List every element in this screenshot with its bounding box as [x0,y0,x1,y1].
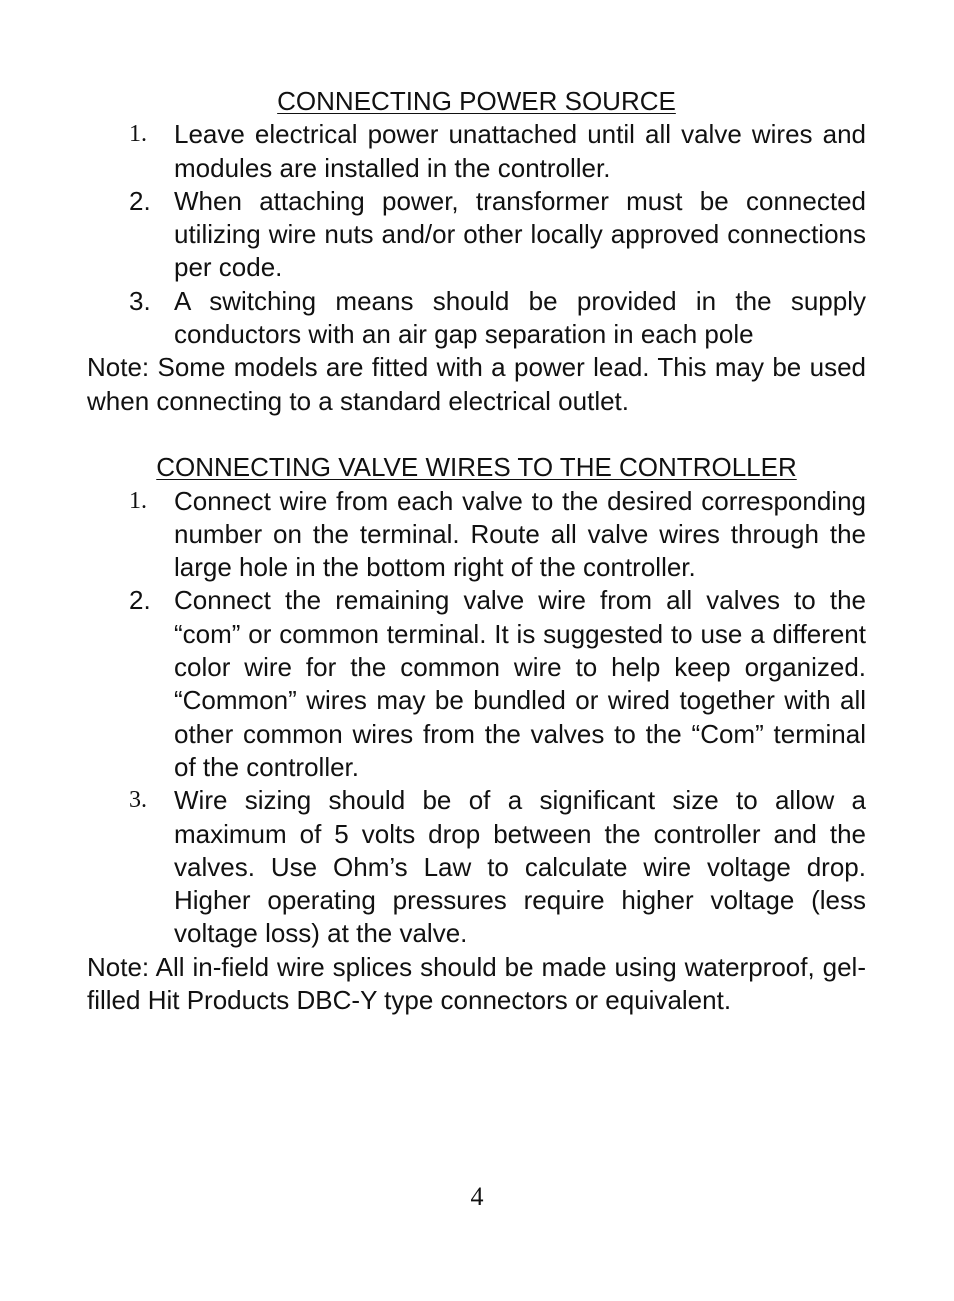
step-text: A switching means should be provided in the supply conductors with an air gap separation in each pole [174,285,866,350]
step-text: When attaching power, transformer must be connected utilizing wire nuts and/or other locally approved connections per code. [174,185,866,283]
section-heading-valve-wires: CONNECTING VALVE WIRES TO THE CONTROLLER [156,452,797,483]
section-spacer [87,418,866,451]
step-text: Wire sizing should be of a significant size to allow a maximum of 5 volts drop between the controller and the valves. Use Ohm’s Law to calculate wire voltage drop. Higher operating pressures require higher voltage (less voltage loss) at the valve. [174,785,866,949]
step-text: Connect the remaining valve wire from all valves to the “com” or common terminal. It is suggested to use a different color wire for the common wire to help keep organized. “Common” wires may be bundled or wired together with all other common wires from the valves to the “Com” terminal of the controller. [174,585,866,782]
list-item [87,784,866,950]
list-item [87,185,866,285]
manual-page [87,85,866,1017]
valve-wire-steps [87,485,866,951]
list-item [87,285,866,352]
list-item [87,485,866,585]
step-number: 1. [129,121,147,148]
power-source-note: Note: Some models are fitted with a power lead. This may be used when connecting to a standard electrical outlet. [87,352,866,416]
valve-wires-note: Note: All in-field wire splices should be made using waterproof, gel-filled Hit Products DBC-Y type connectors or equivalent. [87,951,866,1016]
step-number: 3. [129,787,147,814]
section-heading-power-source: CONNECTING POWER SOURCE [277,86,676,116]
page-number: 4 [470,1182,484,1211]
step-number: 1. [129,487,147,514]
step-text: Connect wire from each valve to the desired corresponding number on the terminal. Route all valve wires through the large hole in the bottom right of the controller. [174,485,866,583]
step-text: Leave electrical power unattached until all valve wires and modules are installed in the controller. [174,119,866,183]
list-item [87,584,866,784]
power-source-steps [87,118,866,351]
step-number: 2. [129,185,151,216]
list-item [87,118,866,185]
step-number: 3. [129,285,151,316]
step-number: 2. [129,585,151,616]
